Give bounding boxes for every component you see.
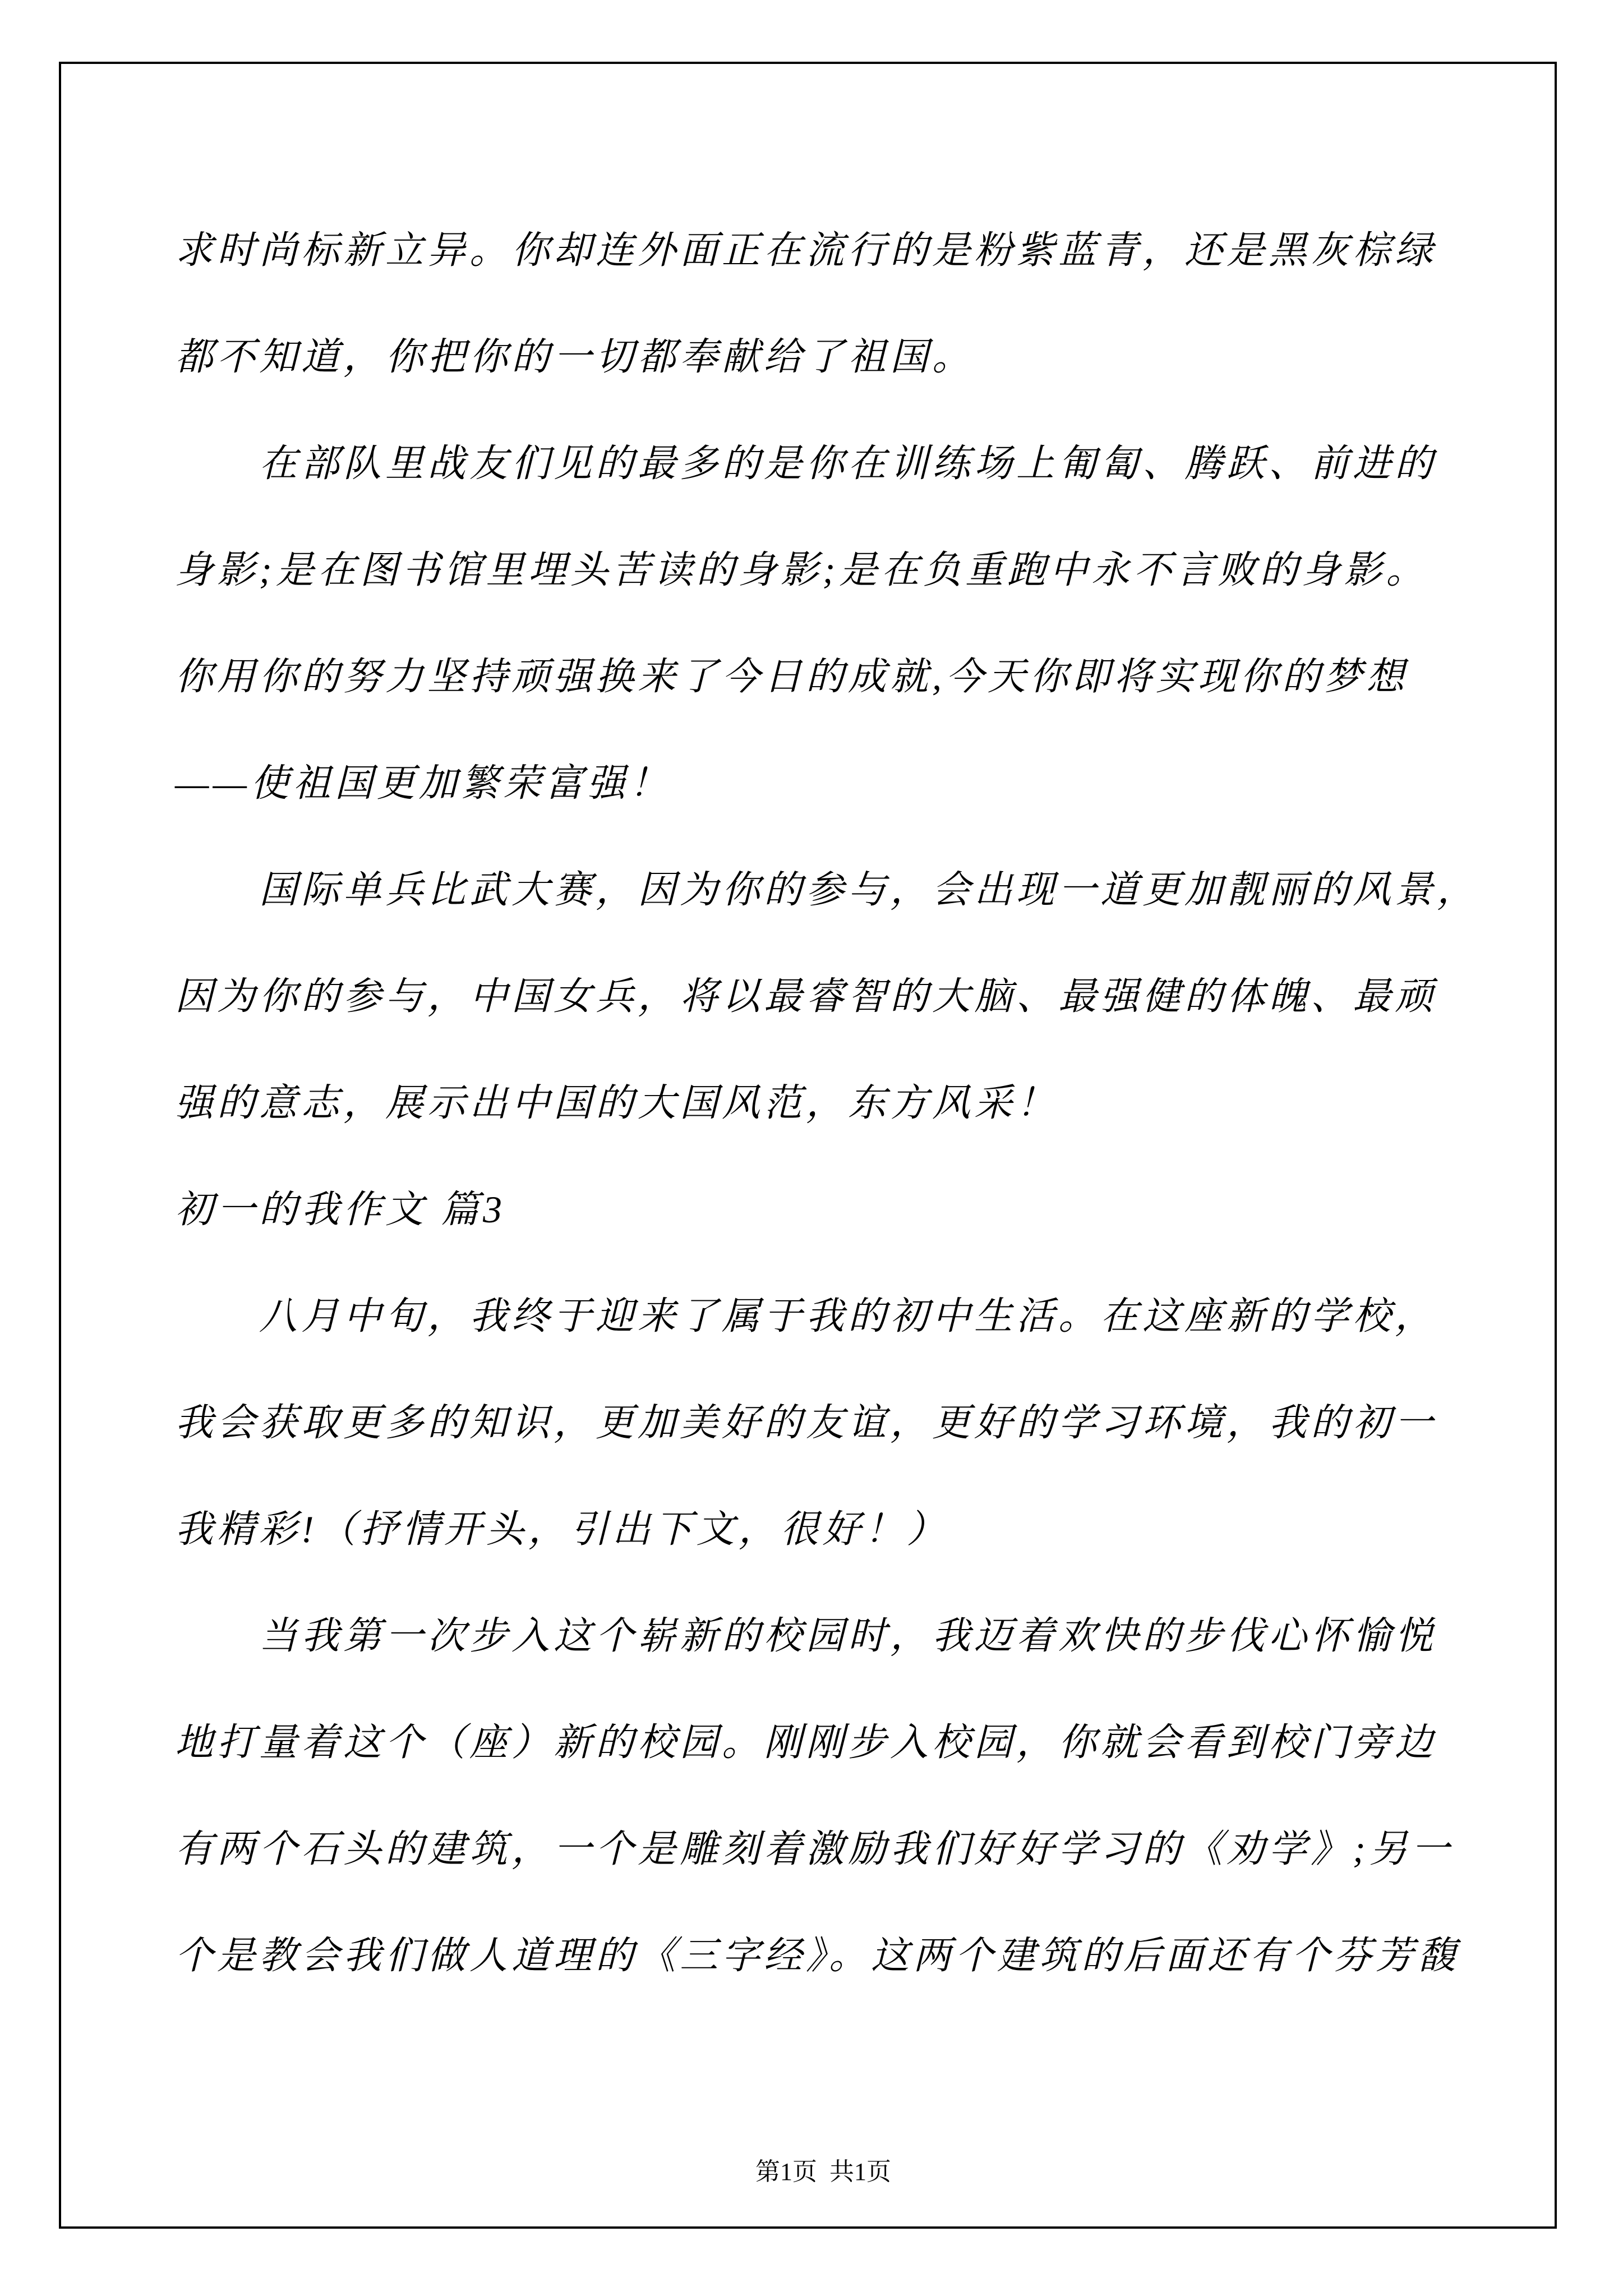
text-line-1: 求时尚标新立异。你却连外面正在流行的是粉紫蓝青，还是黑灰棕绿	[175, 229, 1437, 272]
text-line-8: 因为你的参与，中国女兵，将以最睿智的大脑、最强健的体魄、最顽	[175, 975, 1437, 1018]
section-heading: 初一的我作文 篇3	[175, 1188, 506, 1231]
page-number-text: 第1页 共1页	[755, 2158, 891, 2185]
text-line-7: 国际单兵比武大赛，因为你的参与，会出现一道更加靓丽的风景，	[259, 868, 1479, 911]
text-line-12: 我会获取更多的知识，更加美好的友谊，更好的学习环境，我的初一	[175, 1401, 1437, 1444]
text-line-3: 在部队里战友们见的最多的是你在训练场上匍匐、腾跃、前进的	[259, 442, 1437, 485]
document-body	[175, 197, 1479, 2009]
text-line-13: 我精彩!（抒情开头，引出下文，很好！）	[175, 1508, 949, 1550]
text-line-17: 个是教会我们做人道理的《三字经》。这两个建筑的后面还有个芬芳馥	[175, 1934, 1460, 1977]
text-line-5: 你用你的努力坚持顽强换来了今日的成就,今天你即将实现你的梦想	[175, 655, 1409, 698]
text-line-14: 当我第一次步入这个崭新的校园时，我迈着欢快的步伐心怀愉悦	[259, 1614, 1437, 1657]
page-footer	[175, 2122, 1447, 2223]
text-line-15: 地打量着这个（座）新的校园。刚刚步入校园，你就会看到校门旁边	[175, 1721, 1437, 1764]
text-line-16: 有两个石头的建筑，一个是雕刻着激励我们好好学习的《劝学》;另一	[175, 1828, 1454, 1870]
text-line-2: 都不知道，你把你的一切都奉献给了祖国。	[175, 335, 975, 378]
text-line-6: ——使祖国更加繁荣富强！	[175, 762, 671, 804]
text-line-9: 强的意志，展示出中国的大国风范，东方风采！	[175, 1082, 1059, 1124]
text-line-4: 身影;是在图书馆里埋头苦读的身影;是在负重跑中永不言败的身影。	[175, 549, 1428, 591]
text-line-11: 八月中旬，我终于迎来了属于我的初中生活。在这座新的学校，	[259, 1295, 1437, 1337]
